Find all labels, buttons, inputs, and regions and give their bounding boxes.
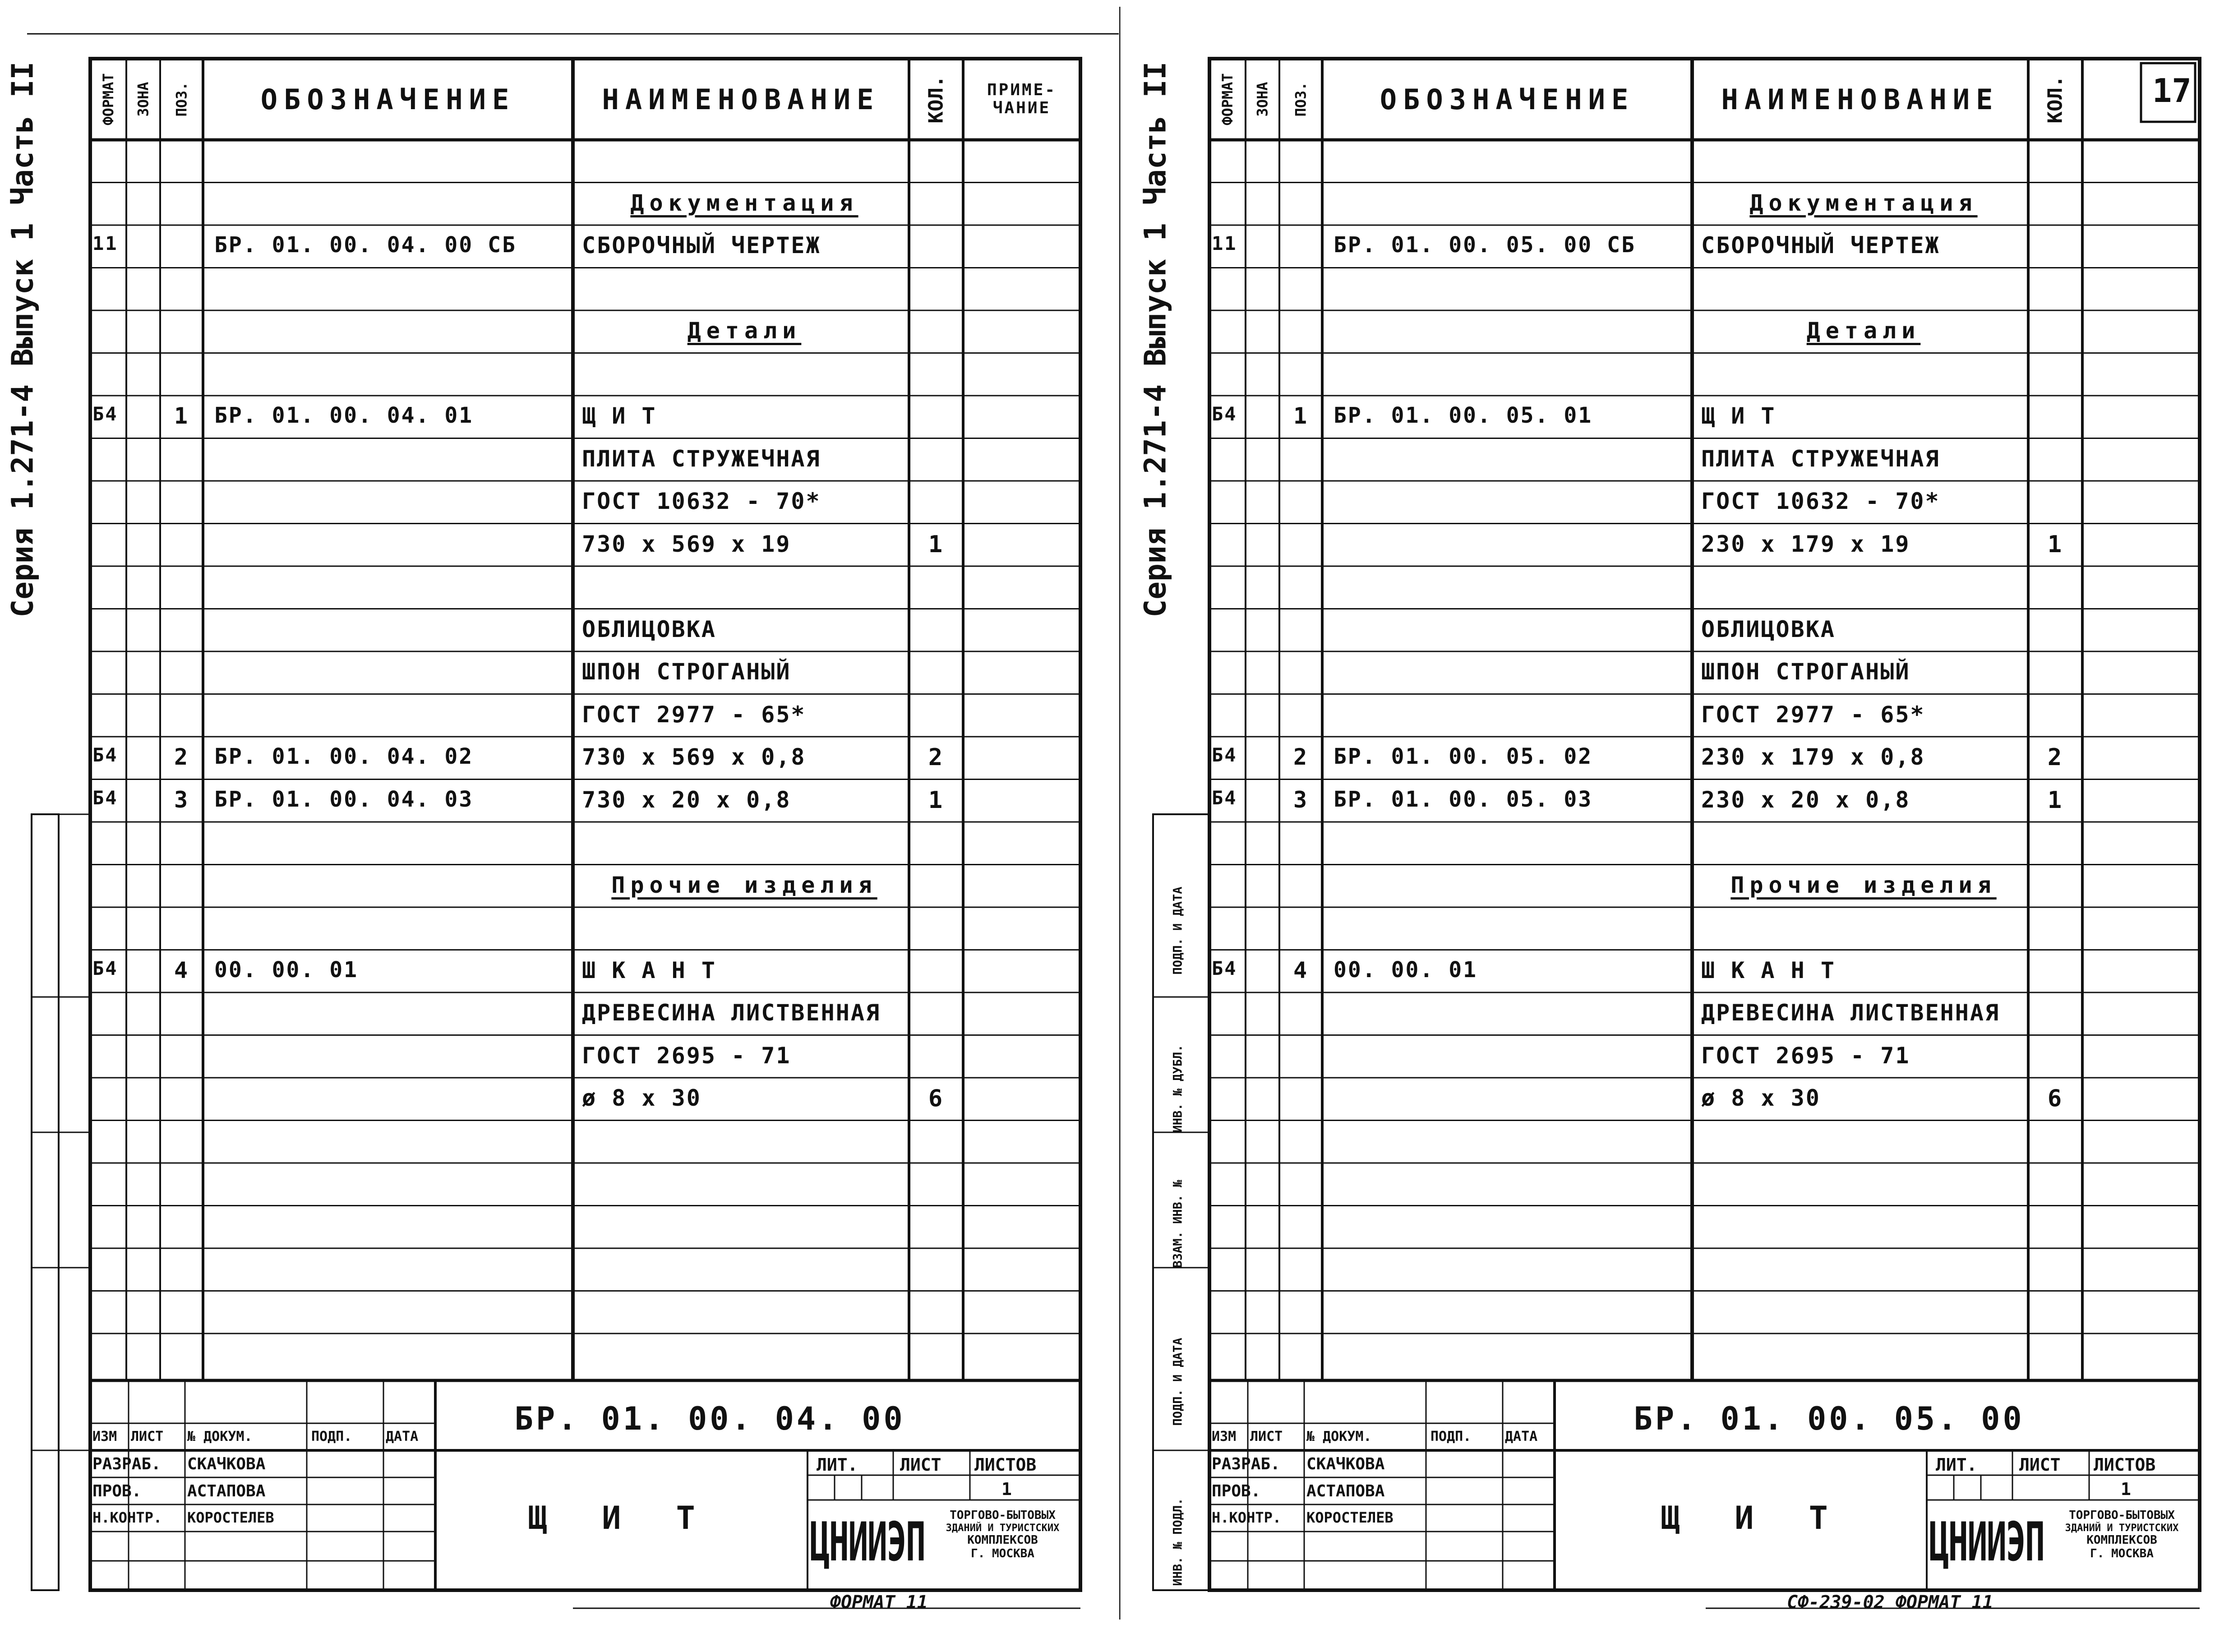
spec-cell-designation: БР. 01. 00. 05. 01 [1334,403,1593,428]
tb-podp: ПОДП. [1430,1429,1472,1444]
org-logo: ЦНИИЭП [1929,1511,2044,1574]
spec-cell-name: ПЛИТА СТРУЖЕЧНАЯ [1701,445,1940,472]
title-block-doc-code: БР. 01. 00. 05. 00 [1634,1400,2025,1437]
spec-cell-designation: БР. 01. 00. 05. 03 [1334,786,1593,812]
spec-cell-pos: 4 [174,957,189,983]
tb-sheets: ЛИСТОВ [974,1455,1037,1475]
tb-list: ЛИСТ [1250,1429,1283,1444]
spec-cell-pos: 3 [1293,786,1309,813]
spec-cell-name: 730 x 20 x 0,8 [582,786,791,813]
series-side-label: Серия 1.271-4 Выпуск 1 Часть II [1138,61,1173,618]
format-label: ФОРМАТ 11 [830,1592,928,1613]
org-line-4: Г. МОСКВА [971,1547,1034,1561]
title-block-doc-code: БР. 01. 00. 04. 00 [514,1400,905,1437]
org-line-1: ТОРГОВО-БЫТОВЫХ [950,1509,1056,1522]
spec-cell-name: 730 x 569 x 19 [582,531,791,557]
tb-razrab-name: СКАЧКОВА [187,1455,266,1473]
spec-cell-designation: БР. 01. 00. 05. 00 СБ [1334,232,1636,258]
org-logo: ЦНИИЭП [810,1511,925,1574]
tb-data: ДАТА [1505,1429,1538,1444]
tb-razrab-role: РАЗРАБ. [1212,1455,1280,1473]
spec-cell-format: Б4 [92,403,118,425]
tb-lit: ЛИТ. [817,1455,858,1475]
tb-prov-name: АСТАПОВА [187,1482,266,1500]
spec-cell-qty: 1 [928,786,944,814]
col-header-name: НАИМЕНОВАНИЕ [602,83,880,116]
tb-sheet: ЛИСТ [2019,1455,2061,1475]
spec-cell-name: ШПОН СТРОГАНЫЙ [582,659,791,685]
spec-cell-qty: 1 [2047,531,2063,558]
col-header-zone: ЗОНА [134,82,152,117]
page-number: 17 [2152,72,2192,110]
org-name [2044,1509,2200,1561]
col-header-zone: ЗОНА [1254,82,1271,117]
spec-cell-qty: 6 [928,1085,944,1112]
title-block-product: Щ И Т [1661,1500,1846,1537]
org-line-3: КОМПЛЕКСОВ [2086,1533,2157,1547]
spec-cell-name: ø 8 x 30 [582,1085,701,1111]
tb-izm: ИЗМ [92,1429,117,1444]
col-header-qty: КОЛ. [924,75,948,123]
spec-cell-name: Ш К А Н Т [1701,957,1836,983]
tb-ndoc: № ДОКУМ. [187,1429,253,1444]
tb-prov-name: АСТАПОВА [1306,1482,1385,1500]
margin-stamp-box [32,814,59,1590]
section-heading: Документация [630,189,858,216]
col-header-pos: ПОЗ. [173,82,190,117]
tb-izm: ИЗМ [1212,1429,1237,1444]
spec-cell-format: 11 [1212,232,1237,254]
col-header-designation: ОБОЗНАЧЕНИЕ [1380,83,1635,116]
spec-cell-format: Б4 [92,744,118,766]
org-line-4: Г. МОСКВА [2090,1547,2154,1561]
margin-inv-podl: ИНВ. № ПОДЛ. [1171,1498,1185,1586]
spec-cell-pos: 3 [174,786,189,813]
spec-cell-name: 230 x 179 x 19 [1701,531,1910,557]
spec-cell-designation: 00. 00. 01 [214,957,358,983]
spec-cell-qty: 2 [928,744,944,771]
margin-vzam-inv: ВЗАМ. ИНВ. № [1171,1180,1185,1268]
spec-cell-pos: 1 [1293,403,1309,429]
spec-cell-name: ГОСТ 2977 - 65* [582,701,806,728]
spec-cell-name: Щ И Т [582,403,657,429]
col-header-format: ФОРМАТ [100,73,117,125]
spec-cell-qty: 6 [2047,1085,2063,1112]
spec-cell-name: СБОРОЧНЫЙ ЧЕРТЕЖ [1701,232,1940,258]
spec-cell-pos: 4 [1293,957,1309,983]
tb-razrab-name: СКАЧКОВА [1306,1455,1385,1473]
col-header-designation: ОБОЗНАЧЕНИЕ [260,83,516,116]
org-line-2: ЗДАНИЙ И ТУРИСТСКИХ [2065,1522,2179,1534]
spec-cell-designation: 00. 00. 01 [1334,957,1477,983]
tb-ndoc: № ДОКУМ. [1306,1429,1372,1444]
spec-cell-format: Б4 [92,786,118,809]
spec-cell-pos: 2 [1293,744,1309,770]
section-heading: Детали [1806,318,1921,344]
spec-cell-name: ДРЕВЕСИНА ЛИСТВЕННАЯ [582,1000,881,1026]
org-line-3: КОМПЛЕКСОВ [967,1533,1038,1547]
spec-cell-name: ГОСТ 2695 - 71 [582,1042,791,1069]
spec-cell-name: ø 8 x 30 [1701,1085,1821,1111]
tb-podp: ПОДП. [311,1429,352,1444]
spec-cell-format: 11 [92,232,118,254]
series-side-label: Серия 1.271-4 Выпуск 1 Часть II [5,61,40,618]
tb-sheets-value: 1 [1001,1479,1012,1499]
spec-cell-designation: БР. 01. 00. 04. 02 [214,744,474,769]
format-label: СФ-239-02 ФОРМАТ 11 [1787,1592,1993,1613]
spec-cell-format: Б4 [1212,957,1237,979]
spec-cell-format: Б4 [92,957,118,979]
spec-sheet-right [1119,0,2238,1652]
tb-nkontr-role: Н.КОНТР. [92,1509,162,1526]
frame [1209,59,2200,1590]
spec-cell-name: Ш К А Н Т [582,957,716,983]
tb-sheets-value: 1 [2121,1479,2131,1499]
org-line-2: ЗДАНИЙ И ТУРИСТСКИХ [946,1522,1060,1534]
spec-cell-name: ДРЕВЕСИНА ЛИСТВЕННАЯ [1701,1000,2000,1026]
tb-lit: ЛИТ. [1936,1455,1977,1475]
col-header-format: ФОРМАТ [1219,73,1236,125]
section-heading: Прочие изделия [611,872,877,898]
title-block-product: Щ И Т [528,1500,713,1537]
spec-cell-name: ОБЛИЦОВКА [1701,616,1836,642]
spec-cell-name: СБОРОЧНЫЙ ЧЕРТЕЖ [582,232,821,258]
spec-cell-format: Б4 [1212,403,1237,425]
spec-cell-name: 230 x 20 x 0,8 [1701,786,1910,813]
spec-cell-name: 730 x 569 x 0,8 [582,744,806,770]
tb-sheet: ЛИСТ [900,1455,941,1475]
section-heading: Детали [687,318,802,344]
org-line-1: ТОРГОВО-БЫТОВЫХ [2069,1509,2175,1522]
spec-cell-designation: БР. 01. 00. 04. 00 СБ [214,232,517,258]
spec-cell-designation: БР. 01. 00. 04. 03 [214,786,474,812]
spec-cell-qty: 1 [2047,786,2063,814]
tb-sheets: ЛИСТОВ [2094,1455,2156,1475]
tb-nkontr-name: КОРОСТЕЛЕВ [1306,1509,1394,1526]
tb-prov-role: ПРОВ. [92,1482,142,1500]
col-header-qty: КОЛ. [2044,75,2067,123]
spec-cell-name: ОБЛИЦОВКА [582,616,716,642]
tb-nkontr-role: Н.КОНТР. [1212,1509,1282,1526]
spec-cell-name: ГОСТ 2695 - 71 [1701,1042,1910,1069]
tb-data: ДАТА [386,1429,419,1444]
spec-cell-format: Б4 [1212,786,1237,809]
tb-razrab-role: РАЗРАБ. [92,1455,161,1473]
margin-podp-data-2: ПОДП. И ДАТА [1171,886,1185,975]
col-header-name: НАИМЕНОВАНИЕ [1721,83,1999,116]
col-header-pos: ПОЗ. [1292,82,1310,117]
spec-cell-name: Щ И Т [1701,403,1776,429]
spec-cell-pos: 1 [174,403,189,429]
frame [90,59,1080,1590]
tb-prov-role: ПРОВ. [1212,1482,1261,1500]
spec-cell-designation: БР. 01. 00. 04. 01 [214,403,474,428]
org-name [925,1509,1080,1561]
spec-cell-name: 230 x 179 x 0,8 [1701,744,1925,770]
tb-nkontr-name: КОРОСТЕЛЕВ [187,1509,274,1526]
spec-cell-designation: БР. 01. 00. 05. 02 [1334,744,1593,769]
spec-cell-pos: 2 [174,744,189,770]
margin-podp-data: ПОДП. И ДАТА [1171,1338,1185,1426]
col-header-note: ПРИМЕ- ЧАНИЕ [987,81,1057,117]
section-heading: Документация [1749,189,1978,216]
spec-cell-name: ПЛИТА СТРУЖЕЧНАЯ [582,445,821,472]
spec-cell-name: ГОСТ 10632 - 70* [1701,488,1940,514]
spec-cell-qty: 2 [2047,744,2063,771]
tb-list: ЛИСТ [131,1429,164,1444]
spec-cell-format: Б4 [1212,744,1237,766]
margin-inv-dubl: ИНВ. № ДУБЛ. [1171,1044,1185,1133]
spec-cell-name: ГОСТ 10632 - 70* [582,488,821,514]
spec-cell-name: ГОСТ 2977 - 65* [1701,701,1925,728]
section-heading: Прочие изделия [1730,872,1997,898]
spec-cell-name: ШПОН СТРОГАНЫЙ [1701,659,1910,685]
spec-cell-qty: 1 [928,531,944,558]
